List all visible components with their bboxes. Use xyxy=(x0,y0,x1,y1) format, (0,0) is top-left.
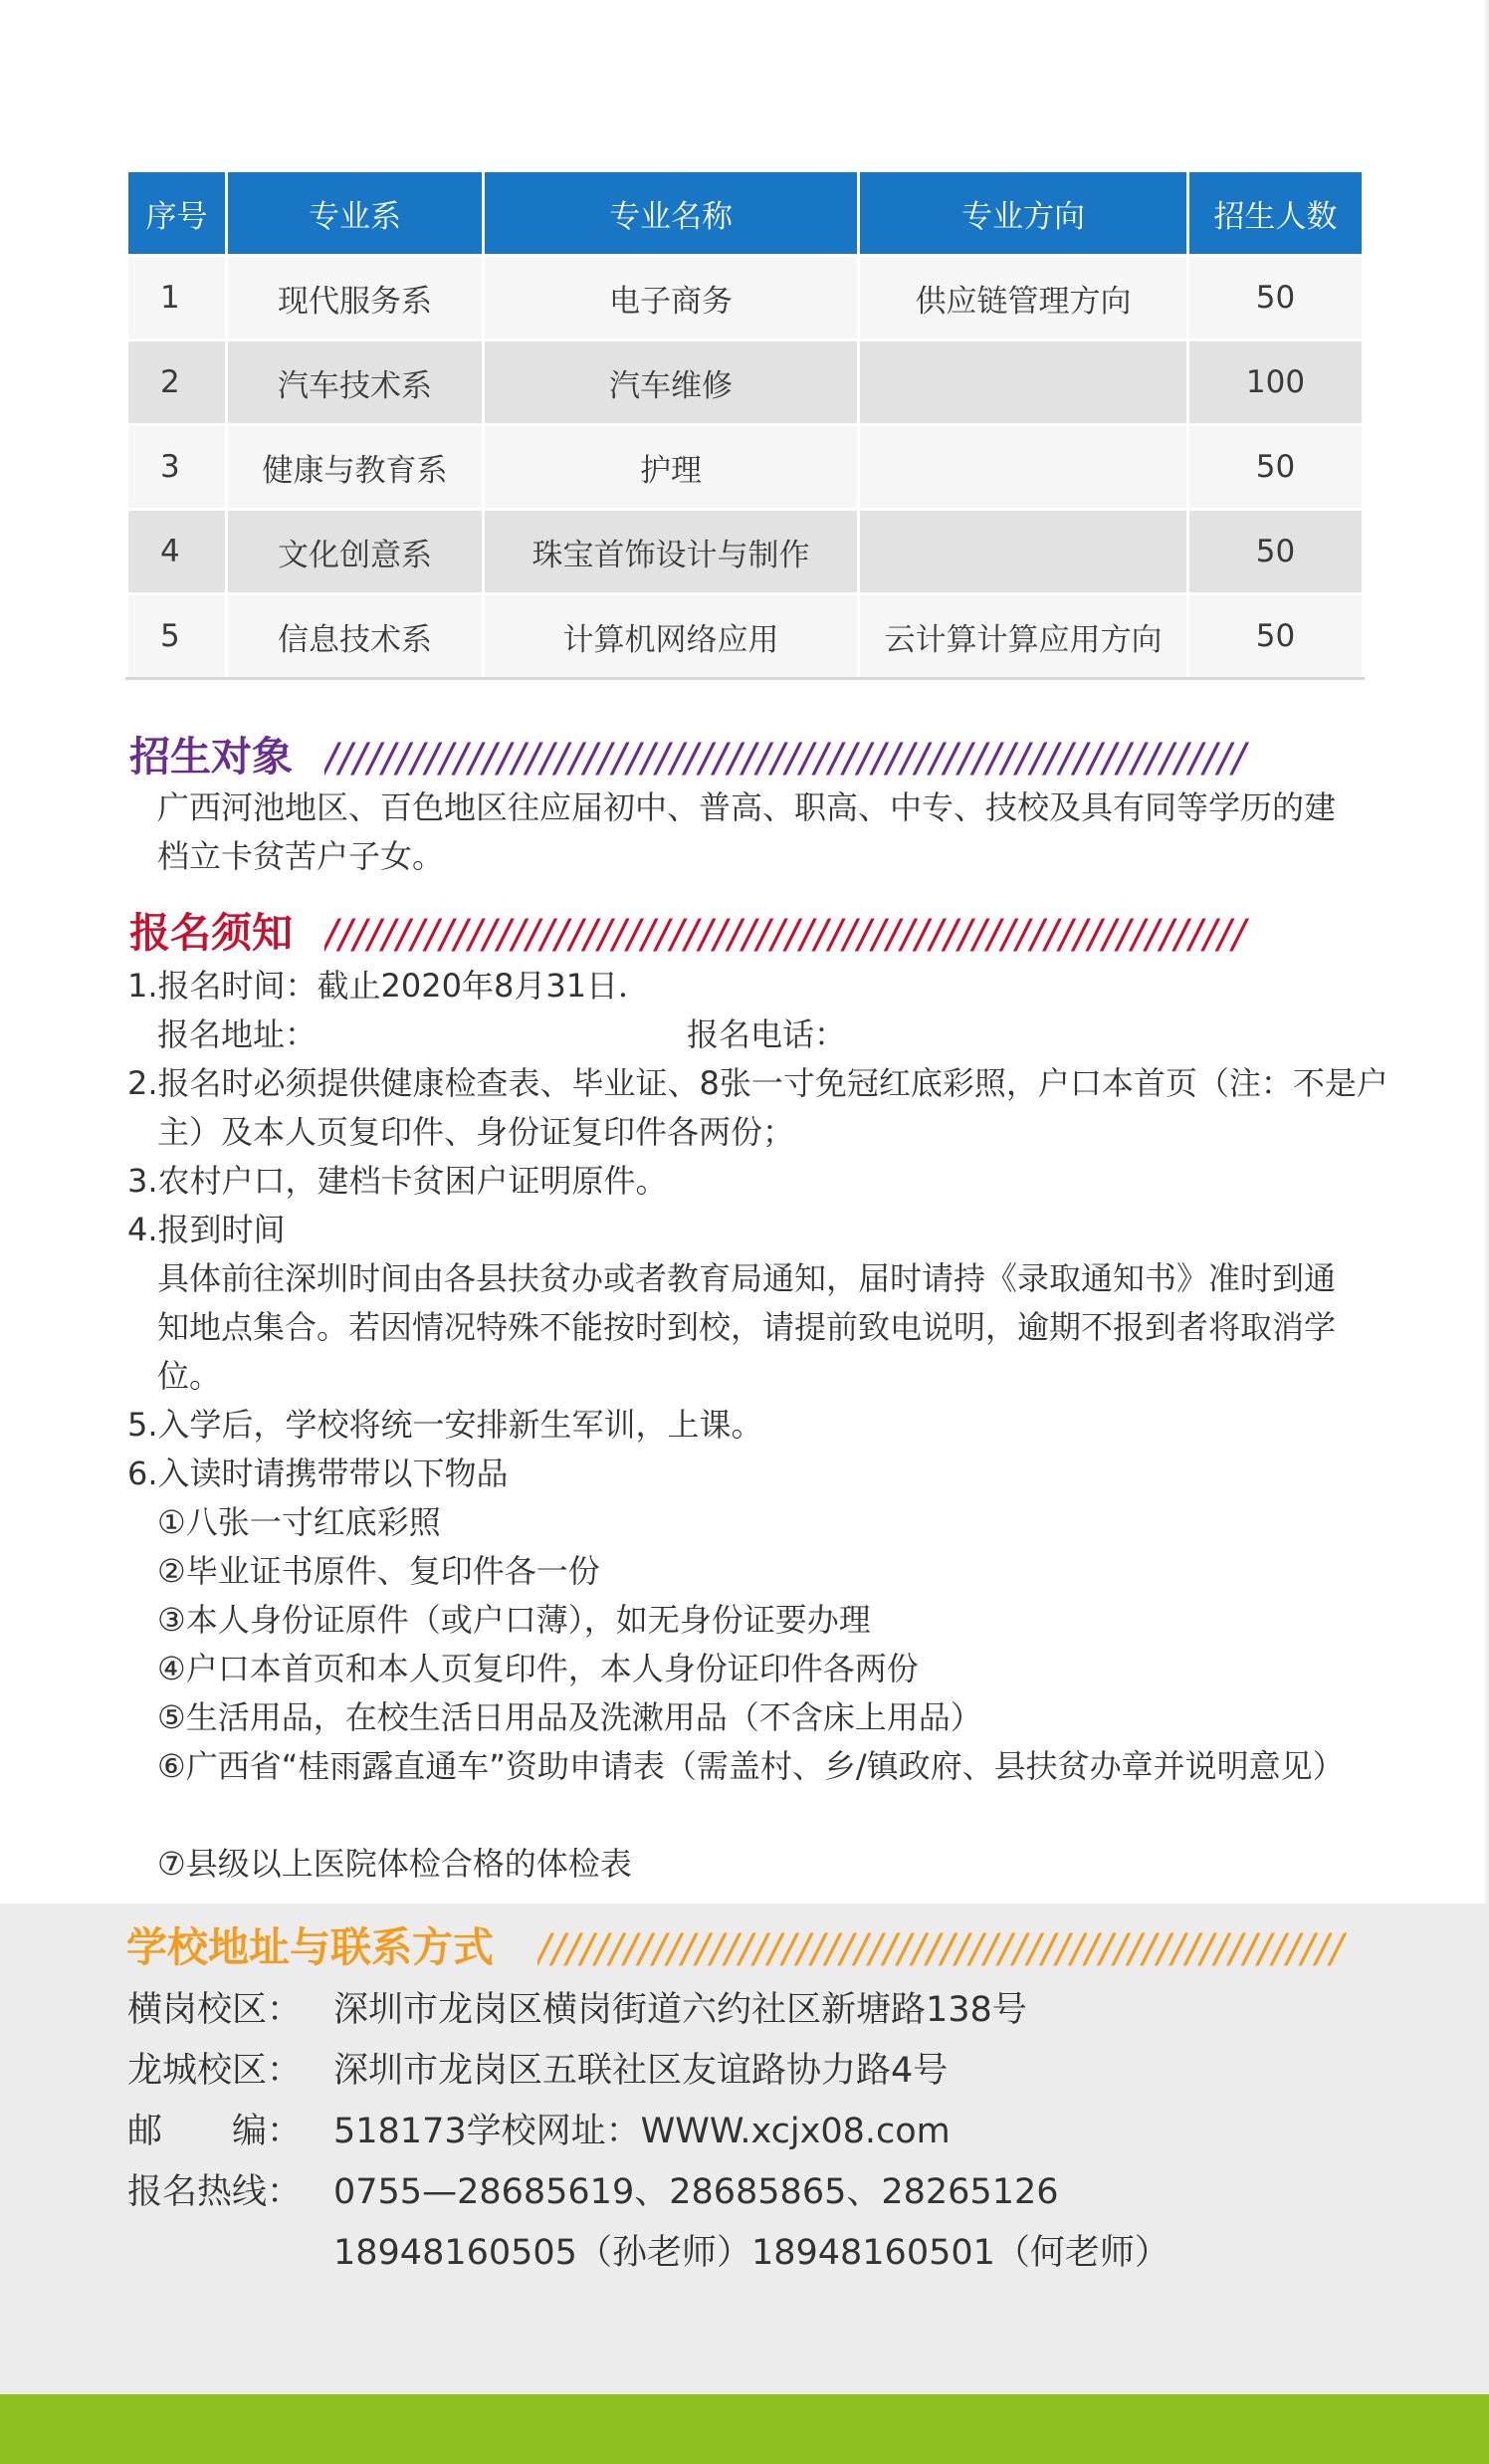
header-quota: 招生人数 xyxy=(1188,171,1364,256)
contact-heading: 学校地址与联系方式 xyxy=(126,1923,494,1971)
list-item: ③本人身份证原件（或户口薄），如无身份证要办理 xyxy=(157,1601,871,1639)
cell-major: 护理 xyxy=(484,425,859,510)
cell-major: 计算机网络应用 xyxy=(484,594,859,679)
cell-seq: 1 xyxy=(127,256,227,340)
cell-direction xyxy=(859,340,1188,425)
cell-direction xyxy=(859,425,1188,510)
header-department: 专业系 xyxy=(227,171,484,256)
enroll-target-heading: 招生对象 xyxy=(129,733,293,781)
cell-direction: 供应链管理方向 xyxy=(859,256,1188,340)
notice-item-5: 5.入学后，学校将统一安排新生军训，上课。 xyxy=(127,1406,763,1444)
campus-longcheng-address: 深圳市龙岗区五联社区友谊路协力路4号 xyxy=(333,2051,949,2091)
hotline-label: 报名热线： xyxy=(127,2172,303,2212)
campus-henggang-address: 深圳市龙岗区横岗街道六约社区新塘路138号 xyxy=(333,1990,1027,2030)
cell-seq: 4 xyxy=(127,510,227,594)
table-row xyxy=(127,510,1364,594)
table-row xyxy=(127,340,1364,425)
list-item: ⑤生活用品，在校生活日用品及洗漱用品（不含床上用品） xyxy=(157,1698,982,1736)
notice-item-1: 1.报名时间：截止2020年8月31日． xyxy=(127,967,651,1005)
notice-item-4-detail: 具体前往深圳时间由各县扶贫办或者教育局通知，届时请持《录取通知书》准时到通知地点集合。若因情况特殊不能按时到校，请提前致电说明，逾期不报到者将取消学位。 xyxy=(157,1259,1337,1395)
header-direction: 专业方向 xyxy=(859,171,1188,256)
enroll-target-text: 广西河池地区、百色地区往应届初中、普高、职高、中专、技校及具有同等学历的建档立卡贫苦户子女。 xyxy=(157,788,1337,875)
enroll-target-divider: //////////////////////////////////////////////////////////////// xyxy=(324,737,1247,781)
footer-bar xyxy=(0,2394,1489,2464)
table-header-row xyxy=(127,171,1364,256)
cell-seq: 5 xyxy=(127,594,227,679)
notice-item-4: 4.报到时间 xyxy=(127,1211,286,1248)
contact-divider: //////////////////////////////////////////////////////// xyxy=(537,1927,1345,1971)
cell-quota: 50 xyxy=(1188,425,1364,510)
header-seq: 序号 xyxy=(127,171,227,256)
cell-seq: 3 xyxy=(127,425,227,510)
cell-direction xyxy=(859,510,1188,594)
cell-quota: 100 xyxy=(1188,340,1364,425)
hotline-landlines: 0755—28685619、28685865、28265126 xyxy=(333,2172,1059,2212)
cell-department: 信息技术系 xyxy=(227,594,484,679)
header-major: 专业名称 xyxy=(484,171,859,256)
campus-henggang-label: 横岗校区： xyxy=(127,1990,303,2030)
table-row xyxy=(127,594,1364,679)
cell-major: 电子商务 xyxy=(484,256,859,340)
notice-divider: //////////////////////////////////////////////////////////////// xyxy=(324,913,1247,957)
cell-department: 汽车技术系 xyxy=(227,340,484,425)
cell-major: 汽车维修 xyxy=(484,340,859,425)
cell-department: 健康与教育系 xyxy=(227,425,484,510)
list-item: ⑥广西省“桂雨露直通车”资助申请表（需盖村、乡/镇政府、县扶贫办章并说明意见） xyxy=(157,1747,1345,1785)
postal-code-and-website: 518173学校网址：WWW.xcjx08.com xyxy=(333,2112,951,2151)
cell-direction: 云计算计算应用方向 xyxy=(859,594,1188,679)
notice-item-3: 3.农村户口，建档卡贫困户证明原件。 xyxy=(127,1162,668,1200)
list-item: ①八张一寸红底彩照 xyxy=(157,1503,441,1541)
table-row xyxy=(127,256,1364,340)
notice-item-6: 6.入读时请携带带以下物品 xyxy=(127,1455,509,1492)
table-row xyxy=(127,425,1364,510)
list-item: ④户口本首页和本人页复印件，本人身份证印件各两份 xyxy=(157,1650,919,1687)
cell-quota: 50 xyxy=(1188,594,1364,679)
campus-longcheng-label: 龙城校区： xyxy=(127,2051,303,2091)
cell-major: 珠宝首饰设计与制作 xyxy=(484,510,859,594)
majors-table xyxy=(125,169,1365,680)
cell-department: 现代服务系 xyxy=(227,256,484,340)
postal-code-label: 邮 编： xyxy=(127,2112,303,2151)
hotline-mobiles: 18948160505（孙老师）18948160501（何老师） xyxy=(333,2233,1170,2273)
notice-item-2: 2.报名时必须提供健康检查表、毕业证、8张一寸免冠红底彩照，户口本首页（注：不是户主）及本人页复印件、身份证复印件各两份； xyxy=(127,1064,1388,1151)
notice-address-label: 报名地址： xyxy=(157,1015,318,1053)
cell-seq: 2 xyxy=(127,340,227,425)
notice-phone-label: 报名电话： xyxy=(687,1015,847,1053)
cell-quota: 50 xyxy=(1188,510,1364,594)
notice-heading: 报名须知 xyxy=(129,909,293,957)
cell-quota: 50 xyxy=(1188,256,1364,340)
list-item: ②毕业证书原件、复印件各一份 xyxy=(157,1552,600,1590)
cell-department: 文化创意系 xyxy=(227,510,484,594)
list-item: ⑦县级以上医院体检合格的体检表 xyxy=(157,1845,632,1883)
